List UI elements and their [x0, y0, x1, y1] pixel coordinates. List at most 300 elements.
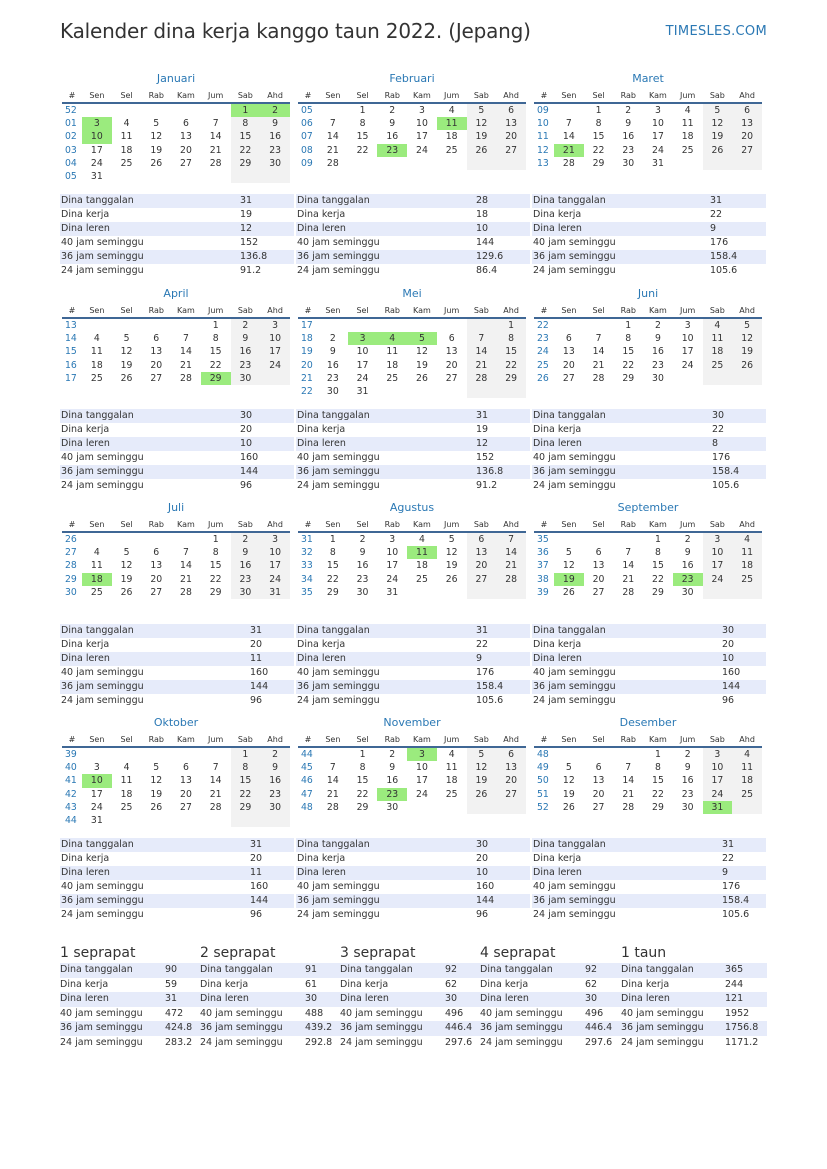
day-cell[interactable]: 5 — [153, 118, 160, 130]
day-cell[interactable]: 13 — [150, 560, 163, 572]
day-cell[interactable]: 26 — [562, 587, 575, 599]
day-cell[interactable]: 27 — [445, 373, 458, 385]
day-cell[interactable]: 10 — [703, 761, 733, 774]
day-cell[interactable]: 10 — [652, 118, 664, 130]
day-cell[interactable]: 7 — [212, 762, 219, 774]
day-cell[interactable]: 21 — [554, 144, 584, 157]
day-cell[interactable]: 17 — [356, 359, 369, 371]
day-cell[interactable]: 24 — [652, 144, 664, 156]
day-cell[interactable]: 11 — [120, 775, 133, 787]
day-cell[interactable]: 4 — [123, 118, 130, 130]
day-cell[interactable]: 5 — [565, 547, 572, 559]
day-cell[interactable]: 11 — [732, 761, 762, 774]
day-cell[interactable]: 3 — [260, 318, 290, 332]
day-cell[interactable]: 2 — [684, 749, 691, 760]
day-cell[interactable]: 11 — [732, 546, 762, 559]
day-cell[interactable]: 24 — [681, 359, 694, 371]
day-cell[interactable]: 29 — [231, 801, 261, 814]
day-cell[interactable]: 26 — [445, 573, 458, 585]
day-cell[interactable]: 16 — [356, 560, 369, 572]
day-cell[interactable]: 14 — [180, 346, 192, 358]
day-cell[interactable]: 1 — [655, 534, 661, 545]
day-cell[interactable]: 10 — [82, 774, 112, 787]
brand-logo[interactable]: TIMESLES.COM — [665, 24, 767, 39]
day-cell[interactable]: 3 — [407, 747, 437, 761]
day-cell[interactable]: 31 — [90, 815, 103, 827]
day-cell[interactable]: 20 — [180, 144, 192, 156]
day-cell[interactable]: 10 — [681, 333, 694, 345]
day-cell[interactable]: 27 — [496, 144, 526, 157]
day-cell[interactable]: 23 — [326, 373, 339, 385]
day-cell[interactable]: 19 — [554, 573, 584, 586]
day-cell[interactable]: 20 — [496, 130, 526, 143]
day-cell[interactable]: 19 — [732, 345, 762, 358]
day-cell[interactable]: 13 — [592, 560, 605, 572]
day-cell[interactable]: 23 — [356, 573, 369, 585]
day-cell[interactable]: 4 — [732, 532, 762, 546]
day-cell[interactable]: 23 — [681, 788, 694, 800]
day-cell[interactable]: 1 — [359, 105, 366, 116]
day-cell[interactable]: 25 — [445, 788, 458, 800]
day-cell[interactable]: 25 — [445, 144, 458, 156]
day-cell[interactable]: 17 — [386, 560, 399, 572]
day-cell[interactable]: 11 — [437, 117, 467, 130]
day-cell[interactable]: 27 — [150, 587, 163, 599]
day-cell[interactable]: 28 — [326, 802, 339, 814]
day-cell[interactable]: 21 — [209, 144, 222, 156]
day-cell[interactable]: 30 — [260, 157, 290, 170]
day-cell[interactable]: 26 — [150, 802, 163, 814]
day-cell[interactable]: 9 — [684, 547, 691, 559]
day-cell[interactable]: 9 — [329, 346, 336, 358]
day-cell[interactable]: 12 — [467, 761, 497, 774]
day-cell[interactable]: 5 — [123, 333, 130, 345]
day-cell[interactable]: 10 — [416, 118, 428, 130]
day-cell[interactable]: 24 — [260, 573, 290, 586]
day-cell[interactable]: 18 — [445, 775, 458, 787]
day-cell[interactable]: 20 — [592, 573, 605, 585]
day-cell[interactable]: 21 — [209, 788, 222, 800]
day-cell[interactable]: 26 — [732, 359, 762, 372]
day-cell[interactable]: 8 — [329, 547, 336, 559]
day-cell[interactable]: 22 — [326, 573, 339, 585]
day-cell[interactable]: 25 — [386, 373, 399, 385]
day-cell[interactable]: 10 — [703, 546, 733, 559]
day-cell[interactable]: 7 — [212, 118, 219, 130]
day-cell[interactable]: 27 — [150, 373, 163, 385]
day-cell[interactable]: 12 — [562, 560, 575, 572]
day-cell[interactable]: 22 — [496, 359, 526, 372]
day-cell[interactable]: 29 — [652, 587, 664, 599]
day-cell[interactable]: 29 — [209, 587, 222, 599]
day-cell[interactable]: 23 — [652, 359, 664, 371]
day-cell[interactable]: 24 — [90, 158, 103, 170]
day-cell[interactable]: 14 — [326, 775, 339, 787]
day-cell[interactable]: 23 — [260, 144, 290, 157]
day-cell[interactable]: 6 — [153, 333, 160, 345]
day-cell[interactable]: 24 — [356, 373, 369, 385]
day-cell[interactable]: 12 — [150, 131, 163, 143]
day-cell[interactable]: 29 — [326, 587, 339, 599]
day-cell[interactable]: 18 — [386, 359, 399, 371]
day-cell[interactable]: 26 — [703, 144, 733, 157]
day-cell[interactable]: 5 — [565, 762, 572, 774]
day-cell[interactable]: 27 — [592, 587, 605, 599]
day-cell[interactable]: 9 — [359, 547, 366, 559]
day-cell[interactable]: 28 — [209, 802, 222, 814]
day-cell[interactable]: 3 — [389, 534, 396, 545]
day-cell[interactable]: 9 — [389, 762, 396, 774]
day-cell[interactable]: 2 — [389, 749, 396, 760]
day-cell[interactable]: 9 — [684, 762, 691, 774]
day-cell[interactable]: 13 — [592, 775, 605, 787]
day-cell[interactable]: 20 — [592, 788, 605, 800]
day-cell[interactable]: 20 — [496, 774, 526, 787]
day-cell[interactable]: 8 — [655, 762, 661, 774]
day-cell[interactable]: 25 — [703, 359, 733, 372]
day-cell[interactable]: 30 — [260, 801, 290, 814]
day-cell[interactable]: 8 — [655, 547, 661, 559]
day-cell[interactable]: 14 — [622, 560, 635, 572]
day-cell[interactable]: 15 — [326, 560, 339, 572]
day-cell[interactable]: 24 — [260, 359, 290, 372]
day-cell[interactable]: 30 — [356, 587, 369, 599]
day-cell[interactable]: 1 — [496, 318, 526, 332]
day-cell[interactable]: 5 — [123, 547, 130, 559]
day-cell[interactable]: 11 — [445, 762, 458, 774]
day-cell[interactable]: 6 — [496, 103, 526, 117]
day-cell[interactable]: 7 — [467, 332, 497, 345]
day-cell[interactable]: 4 — [703, 318, 733, 332]
day-cell[interactable]: 1 — [625, 320, 632, 331]
day-cell[interactable]: 7 — [625, 762, 632, 774]
day-cell[interactable]: 3 — [655, 105, 661, 116]
day-cell[interactable]: 6 — [183, 118, 189, 130]
day-cell[interactable]: 16 — [681, 560, 694, 572]
day-cell[interactable]: 18 — [120, 144, 133, 156]
day-cell[interactable]: 14 — [209, 131, 222, 143]
day-cell[interactable]: 8 — [212, 333, 219, 345]
day-cell[interactable]: 15 — [622, 346, 635, 358]
day-cell[interactable]: 30 — [652, 373, 664, 385]
day-cell[interactable]: 29 — [231, 157, 261, 170]
day-cell[interactable]: 19 — [467, 774, 497, 787]
day-cell[interactable]: 15 — [231, 774, 261, 787]
day-cell[interactable]: 27 — [180, 802, 192, 814]
day-cell[interactable]: 17 — [90, 144, 103, 156]
day-cell[interactable]: 7 — [329, 762, 336, 774]
day-cell[interactable]: 19 — [562, 788, 575, 800]
day-cell[interactable]: 30 — [231, 372, 261, 385]
day-cell[interactable]: 2 — [231, 318, 261, 332]
day-cell[interactable]: 29 — [652, 802, 664, 814]
day-cell[interactable]: 6 — [448, 333, 455, 345]
day-cell[interactable]: 10 — [416, 762, 428, 774]
day-cell[interactable]: 15 — [496, 345, 526, 358]
day-cell[interactable]: 23 — [231, 573, 261, 586]
day-cell[interactable]: 1 — [212, 534, 219, 545]
day-cell[interactable]: 10 — [82, 130, 112, 143]
day-cell[interactable]: 3 — [348, 332, 378, 345]
day-cell[interactable]: 19 — [467, 130, 497, 143]
day-cell[interactable]: 13 — [445, 346, 458, 358]
day-cell[interactable]: 12 — [562, 775, 575, 787]
day-cell[interactable]: 22 — [231, 788, 261, 801]
day-cell[interactable]: 11 — [681, 118, 694, 130]
day-cell[interactable]: 2 — [655, 320, 661, 331]
day-cell[interactable]: 18 — [416, 560, 428, 572]
day-cell[interactable]: 16 — [386, 131, 399, 143]
day-cell[interactable]: 24 — [386, 573, 399, 585]
day-cell[interactable]: 6 — [496, 747, 526, 761]
day-cell[interactable]: 25 — [732, 573, 762, 586]
day-cell[interactable]: 15 — [356, 775, 369, 787]
day-cell[interactable]: 11 — [90, 560, 103, 572]
day-cell[interactable]: 20 — [562, 359, 575, 371]
day-cell[interactable]: 19 — [150, 144, 163, 156]
day-cell[interactable]: 5 — [448, 534, 455, 545]
day-cell[interactable]: 20 — [445, 359, 458, 371]
day-cell[interactable]: 7 — [183, 547, 189, 559]
day-cell[interactable]: 11 — [386, 346, 399, 358]
day-cell[interactable]: 11 — [703, 332, 733, 345]
day-cell[interactable]: 6 — [732, 103, 762, 117]
day-cell[interactable]: 7 — [595, 333, 602, 345]
day-cell[interactable]: 8 — [625, 333, 632, 345]
day-cell[interactable]: 5 — [153, 762, 160, 774]
day-cell[interactable]: 7 — [496, 532, 526, 546]
day-cell[interactable]: 26 — [416, 373, 428, 385]
day-cell[interactable]: 13 — [562, 346, 575, 358]
day-cell[interactable]: 30 — [231, 586, 261, 599]
day-cell[interactable]: 20 — [150, 359, 163, 371]
day-cell[interactable]: 20 — [467, 559, 497, 572]
day-cell[interactable]: 28 — [180, 373, 192, 385]
day-cell[interactable]: 7 — [565, 118, 572, 130]
day-cell[interactable]: 28 — [209, 158, 222, 170]
day-cell[interactable]: 5 — [467, 103, 497, 117]
day-cell[interactable]: 21 — [467, 359, 497, 372]
day-cell[interactable]: 1 — [231, 747, 261, 761]
day-cell[interactable]: 29 — [201, 372, 231, 385]
day-cell[interactable]: 9 — [260, 117, 290, 130]
day-cell[interactable]: 1 — [329, 534, 336, 545]
day-cell[interactable]: 10 — [356, 346, 369, 358]
day-cell[interactable]: 14 — [562, 131, 575, 143]
day-cell[interactable]: 6 — [565, 333, 572, 345]
day-cell[interactable]: 30 — [681, 802, 694, 814]
day-cell[interactable]: 4 — [419, 534, 425, 545]
day-cell[interactable]: 2 — [625, 105, 632, 116]
day-cell[interactable]: 18 — [445, 131, 458, 143]
day-cell[interactable]: 12 — [703, 117, 733, 130]
day-cell[interactable]: 13 — [180, 775, 192, 787]
day-cell[interactable]: 2 — [231, 532, 261, 546]
day-cell[interactable]: 16 — [622, 131, 635, 143]
day-cell[interactable]: 26 — [150, 158, 163, 170]
day-cell[interactable]: 11 — [90, 346, 103, 358]
day-cell[interactable]: 11 — [120, 131, 133, 143]
day-cell[interactable]: 21 — [326, 144, 339, 156]
day-cell[interactable]: 14 — [326, 131, 339, 143]
day-cell[interactable]: 29 — [356, 802, 369, 814]
day-cell[interactable]: 22 — [652, 788, 664, 800]
day-cell[interactable]: 6 — [595, 762, 602, 774]
day-cell[interactable]: 27 — [732, 144, 762, 157]
day-cell[interactable]: 2 — [389, 105, 396, 116]
day-cell[interactable]: 26 — [120, 587, 133, 599]
day-cell[interactable]: 28 — [622, 587, 635, 599]
day-cell[interactable]: 29 — [622, 373, 635, 385]
day-cell[interactable]: 6 — [467, 532, 497, 546]
day-cell[interactable]: 25 — [681, 144, 694, 156]
day-cell[interactable]: 1 — [595, 105, 602, 116]
day-cell[interactable]: 4 — [732, 747, 762, 761]
day-cell[interactable]: 22 — [592, 144, 605, 156]
day-cell[interactable]: 9 — [231, 332, 261, 345]
day-cell[interactable]: 7 — [329, 118, 336, 130]
day-cell[interactable]: 14 — [209, 775, 222, 787]
day-cell[interactable]: 5 — [732, 318, 762, 332]
day-cell[interactable]: 21 — [622, 573, 635, 585]
day-cell[interactable]: 30 — [622, 158, 635, 170]
day-cell[interactable]: 3 — [684, 320, 691, 331]
day-cell[interactable]: 11 — [407, 546, 437, 559]
day-cell[interactable]: 24 — [90, 802, 103, 814]
day-cell[interactable]: 13 — [180, 131, 192, 143]
day-cell[interactable]: 18 — [681, 131, 694, 143]
day-cell[interactable]: 17 — [416, 131, 428, 143]
day-cell[interactable]: 18 — [82, 573, 112, 586]
day-cell[interactable]: 28 — [562, 158, 575, 170]
day-cell[interactable]: 30 — [326, 386, 339, 398]
day-cell[interactable]: 31 — [356, 386, 369, 398]
day-cell[interactable]: 14 — [180, 560, 192, 572]
day-cell[interactable]: 19 — [150, 788, 163, 800]
day-cell[interactable]: 22 — [622, 359, 635, 371]
day-cell[interactable]: 2 — [260, 747, 290, 761]
day-cell[interactable]: 8 — [496, 332, 526, 345]
day-cell[interactable]: 27 — [592, 802, 605, 814]
day-cell[interactable]: 15 — [231, 130, 261, 143]
day-cell[interactable]: 31 — [652, 158, 664, 170]
day-cell[interactable]: 18 — [703, 345, 733, 358]
day-cell[interactable]: 17 — [90, 788, 103, 800]
day-cell[interactable]: 22 — [356, 788, 369, 800]
day-cell[interactable]: 10 — [260, 546, 290, 559]
day-cell[interactable]: 9 — [625, 118, 632, 130]
day-cell[interactable]: 22 — [209, 359, 222, 371]
day-cell[interactable]: 12 — [467, 117, 497, 130]
day-cell[interactable]: 6 — [595, 547, 602, 559]
day-cell[interactable]: 6 — [183, 762, 189, 774]
day-cell[interactable]: 15 — [209, 560, 222, 572]
day-cell[interactable]: 14 — [496, 546, 526, 559]
day-cell[interactable]: 16 — [681, 775, 694, 787]
day-cell[interactable]: 8 — [231, 117, 261, 130]
day-cell[interactable]: 3 — [93, 762, 100, 774]
day-cell[interactable]: 5 — [407, 332, 437, 345]
day-cell[interactable]: 8 — [231, 761, 261, 774]
day-cell[interactable]: 4 — [123, 762, 130, 774]
day-cell[interactable]: 17 — [260, 345, 290, 358]
day-cell[interactable]: 7 — [625, 547, 632, 559]
day-cell[interactable]: 8 — [359, 118, 366, 130]
day-cell[interactable]: 12 — [120, 560, 133, 572]
day-cell[interactable]: 2 — [260, 103, 290, 117]
day-cell[interactable]: 17 — [681, 346, 694, 358]
day-cell[interactable]: 24 — [416, 788, 428, 800]
day-cell[interactable]: 2 — [684, 534, 691, 545]
day-cell[interactable]: 21 — [326, 788, 339, 800]
day-cell[interactable]: 21 — [622, 788, 635, 800]
day-cell[interactable]: 4 — [684, 105, 691, 116]
day-cell[interactable]: 23 — [377, 144, 407, 157]
day-cell[interactable]: 26 — [120, 373, 133, 385]
day-cell[interactable]: 12 — [416, 346, 428, 358]
day-cell[interactable]: 31 — [386, 587, 399, 599]
day-cell[interactable]: 9 — [655, 333, 661, 345]
day-cell[interactable]: 31 — [703, 801, 733, 814]
day-cell[interactable]: 9 — [231, 546, 261, 559]
day-cell[interactable]: 12 — [150, 775, 163, 787]
day-cell[interactable]: 7 — [183, 333, 189, 345]
day-cell[interactable]: 19 — [120, 359, 133, 371]
day-cell[interactable]: 19 — [416, 359, 428, 371]
day-cell[interactable]: 15 — [209, 346, 222, 358]
day-cell[interactable]: 17 — [703, 774, 733, 787]
day-cell[interactable]: 4 — [448, 749, 455, 760]
day-cell[interactable]: 1 — [655, 749, 661, 760]
day-cell[interactable]: 5 — [703, 103, 733, 117]
day-cell[interactable]: 10 — [260, 332, 290, 345]
day-cell[interactable]: 16 — [386, 775, 399, 787]
day-cell[interactable]: 19 — [445, 560, 458, 572]
day-cell[interactable]: 22 — [356, 144, 369, 156]
day-cell[interactable]: 15 — [592, 131, 605, 143]
day-cell[interactable]: 25 — [120, 158, 133, 170]
day-cell[interactable]: 26 — [467, 144, 497, 157]
day-cell[interactable]: 27 — [562, 373, 575, 385]
day-cell[interactable]: 13 — [467, 546, 497, 559]
day-cell[interactable]: 14 — [592, 346, 605, 358]
day-cell[interactable]: 21 — [180, 573, 192, 585]
day-cell[interactable]: 27 — [496, 788, 526, 801]
day-cell[interactable]: 3 — [703, 747, 733, 761]
day-cell[interactable]: 9 — [389, 118, 396, 130]
day-cell[interactable]: 26 — [562, 802, 575, 814]
day-cell[interactable]: 23 — [673, 573, 703, 586]
day-cell[interactable]: 17 — [652, 131, 664, 143]
day-cell[interactable]: 27 — [467, 573, 497, 586]
day-cell[interactable]: 27 — [180, 158, 192, 170]
day-cell[interactable]: 17 — [416, 775, 428, 787]
day-cell[interactable]: 16 — [326, 359, 339, 371]
day-cell[interactable]: 1 — [359, 749, 366, 760]
day-cell[interactable]: 3 — [419, 105, 425, 116]
day-cell[interactable]: 2 — [359, 534, 366, 545]
day-cell[interactable]: 10 — [386, 547, 399, 559]
day-cell[interactable]: 16 — [652, 346, 664, 358]
day-cell[interactable]: 28 — [467, 372, 497, 385]
day-cell[interactable]: 4 — [93, 547, 100, 559]
day-cell[interactable]: 14 — [467, 345, 497, 358]
day-cell[interactable]: 4 — [448, 105, 455, 116]
day-cell[interactable]: 18 — [732, 559, 762, 572]
day-cell[interactable]: 18 — [120, 788, 133, 800]
day-cell[interactable]: 15 — [652, 775, 664, 787]
day-cell[interactable]: 8 — [595, 118, 602, 130]
